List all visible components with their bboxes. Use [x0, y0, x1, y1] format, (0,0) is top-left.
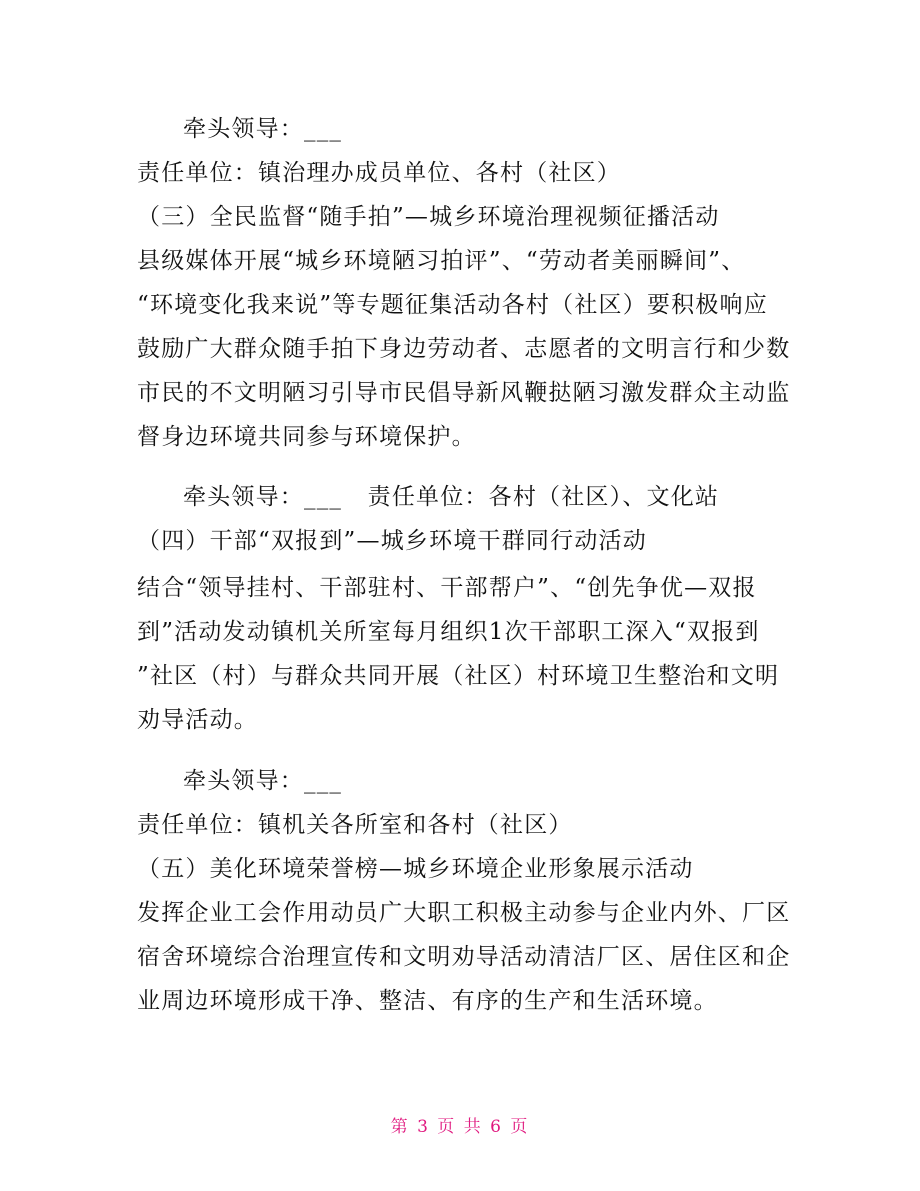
page-number-footer: 第 3 页 共 6 页: [390, 1117, 530, 1137]
lead-leader-and-unit-line: 牵头领导：___ 责任单位：各村（社区）、文化站: [183, 484, 720, 510]
section-heading-3: （三）全民监督“随手拍”—城乡环境治理视频征播活动: [137, 204, 720, 230]
paragraph-line: 劝导活动。: [137, 707, 258, 733]
lead-leader-line: 牵头领导：___: [183, 116, 343, 142]
paragraph-line: 督身边环境共同参与环境保护。: [137, 424, 476, 450]
paragraph-line: 到”活动发动镇机关所室每月组织1次干部职工深入“双报到: [137, 619, 760, 645]
paragraph-line: 市民的不文明陋习引导市民倡导新风鞭挞陋习激发群众主动监: [137, 380, 791, 406]
paragraph-line: 宿舍环境综合治理宣传和文明劝导活动清洁厂区、居住区和企: [137, 944, 791, 970]
section-heading-5: （五）美化环境荣誉榜—城乡环境企业形象展示活动: [137, 856, 694, 882]
paragraph-line: 业周边环境形成干净、整洁、有序的生产和生活环境。: [137, 988, 718, 1014]
responsible-unit-line: 责任单位：镇治理办成员单位、各村（社区）: [137, 160, 621, 186]
paragraph-line: 发挥企业工会作用动员广大职工积极主动参与企业内外、厂区: [137, 900, 791, 926]
section-heading-4: （四）干部“双报到”—城乡环境干群同行动活动: [137, 528, 647, 554]
paragraph-line: “环境变化我来说”等专题征集活动各村（社区）要积极响应: [137, 292, 768, 318]
responsible-unit-line: 责任单位：镇机关各所室和各村（社区）: [137, 812, 573, 838]
paragraph-line: 结合“领导挂村、干部驻村、干部帮户”、“创先争优—双报: [137, 575, 757, 601]
paragraph-line: 鼓励广大群众随手拍下身边劳动者、志愿者的文明言行和少数: [137, 336, 791, 362]
paragraph-line: ”社区（村）与群众共同开展（社区）村环境卫生整治和文明: [137, 663, 780, 689]
paragraph-line: 县级媒体开展“城乡环境陋习拍评”、“劳动者美丽瞬间”、: [137, 248, 746, 274]
lead-leader-line: 牵头领导：___: [183, 768, 343, 794]
